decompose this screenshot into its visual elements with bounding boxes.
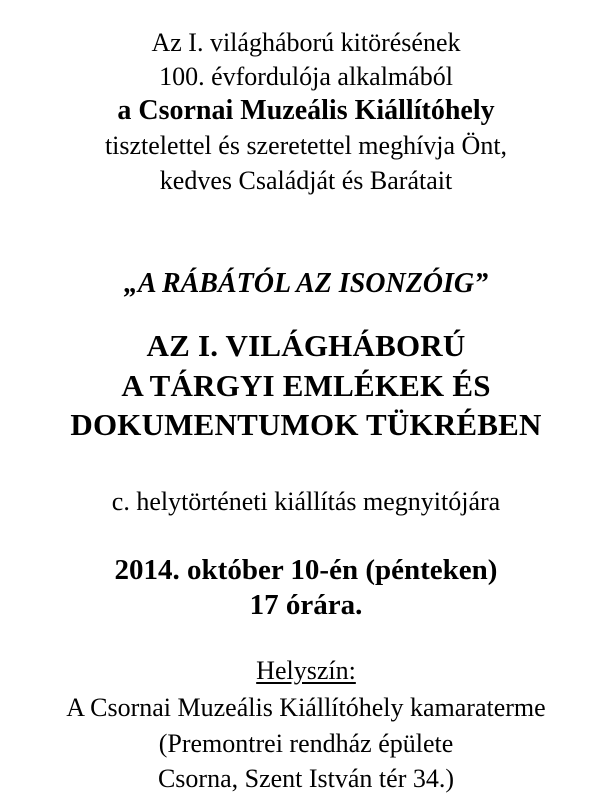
venue-line-3: Csorna, Szent István tér 34.) [157, 764, 455, 793]
event-date: 2014. október 10-én (pénteken) [114, 554, 498, 586]
intro-line-1: Az I. világháború kitörésének [151, 28, 461, 57]
intro-line-4: tisztelettel és szeretettel meghívja Önt, [104, 131, 508, 160]
intro-line-5: kedves Családját és Barátait [159, 166, 453, 195]
exhibition-title-line-1: AZ I. VILÁGHÁBORÚ [146, 328, 466, 363]
venue-label-line [0, 658, 612, 684]
venue-label: Helyszín: [256, 656, 356, 685]
exhibition-subtitle: c. helytörténeti kiállítás megnyitójára [111, 487, 501, 516]
venue-line-1: A Csornai Muzeális Kiállítóhely kamaraterme [66, 693, 546, 722]
event-time: 17 órára. [249, 589, 363, 621]
exhibition-title-line-2: A TÁRGYI EMLÉKEK ÉS [121, 368, 491, 403]
venue-line-2: (Premontrei rendház épülete [158, 729, 454, 758]
intro-line-2: 100. évfordulója alkalmából [159, 62, 453, 91]
exhibition-title-line-3: DOKUMENTUMOK TÜKRÉBEN [70, 407, 542, 442]
organizer-name: a Csornai Muzeális Kiállítóhely [117, 95, 495, 126]
exhibition-quote-title: „A RÁBÁTÓL AZ ISONZÓIG” [123, 268, 489, 299]
